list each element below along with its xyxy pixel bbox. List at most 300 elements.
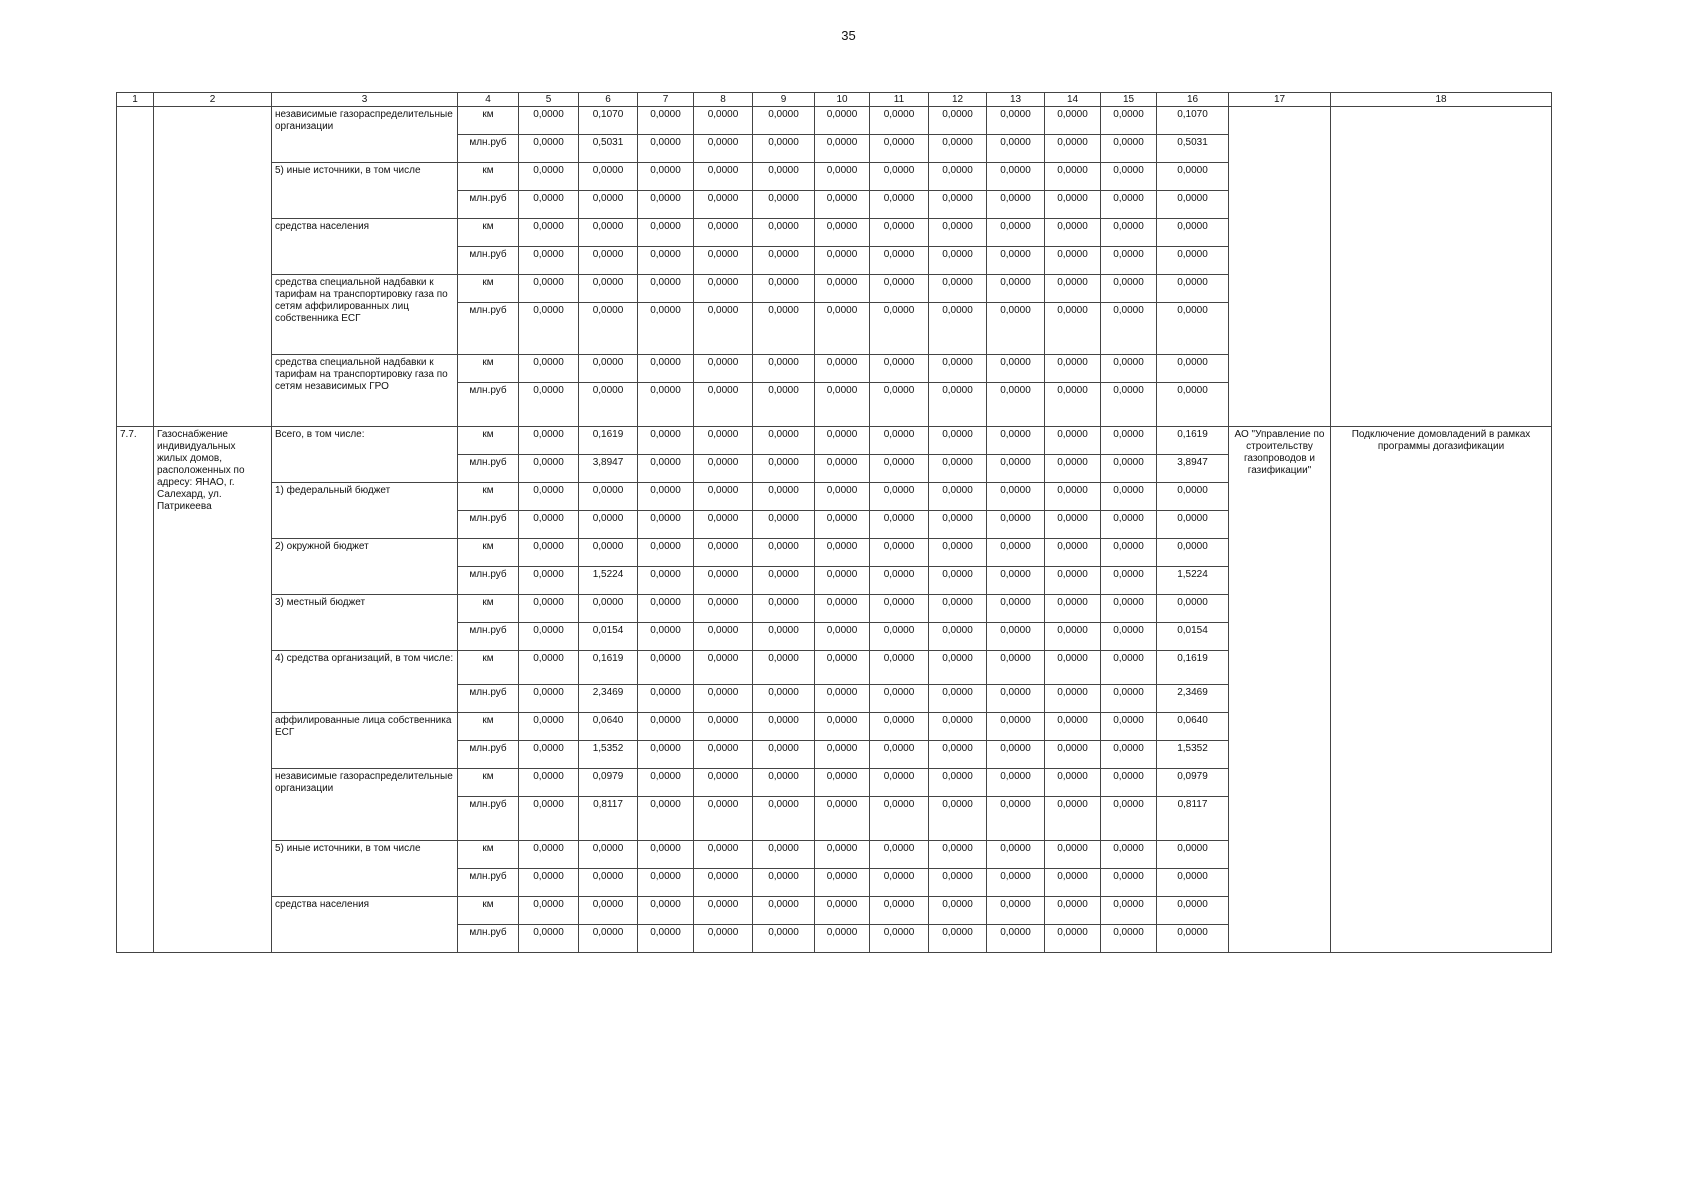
value-cell: 0,0000 — [1045, 925, 1101, 953]
value-cell: 0,0000 — [1045, 685, 1101, 713]
value-cell: 0,0000 — [1045, 651, 1101, 685]
value-cell: 0,0000 — [638, 713, 694, 741]
value-cell: 0,0000 — [1101, 275, 1157, 303]
value-cell: 0,0000 — [929, 355, 987, 383]
value-cell: 0,0000 — [638, 455, 694, 483]
unit-cell: км — [458, 163, 519, 191]
value-cell: 0,0000 — [579, 163, 638, 191]
value-cell: 0,0000 — [638, 303, 694, 355]
executor-cell: АО "Управление по строительству газопроводов и газификации" — [1229, 427, 1331, 953]
value-cell: 0,0000 — [638, 651, 694, 685]
value-cell: 0,0000 — [1045, 427, 1101, 455]
value-cell: 0,0000 — [1045, 623, 1101, 651]
value-cell: 0,0000 — [815, 163, 870, 191]
value-cell: 0,0000 — [929, 897, 987, 925]
value-cell: 0,0000 — [638, 567, 694, 595]
value-cell: 0,0000 — [753, 841, 815, 869]
value-cell: 0,0000 — [815, 713, 870, 741]
value-cell: 0,0000 — [870, 713, 929, 741]
value-cell: 0,0000 — [929, 741, 987, 769]
unit-cell: км — [458, 355, 519, 383]
value-cell: 0,0000 — [815, 107, 870, 135]
value-cell: 0,0000 — [638, 483, 694, 511]
value-cell: 0,0000 — [1101, 623, 1157, 651]
funding-source-label: средства населения — [272, 897, 458, 953]
value-cell: 0,1070 — [579, 107, 638, 135]
column-header: 4 — [458, 93, 519, 107]
value-cell: 0,0000 — [1157, 483, 1229, 511]
value-cell: 0,0000 — [815, 303, 870, 355]
column-header: 18 — [1331, 93, 1552, 107]
value-cell: 0,0000 — [1157, 925, 1229, 953]
unit-cell: км — [458, 651, 519, 685]
value-cell: 0,0000 — [987, 897, 1045, 925]
value-cell: 0,0000 — [987, 567, 1045, 595]
unit-cell: км — [458, 713, 519, 741]
value-cell: 0,0000 — [987, 511, 1045, 539]
value-cell: 0,0000 — [815, 355, 870, 383]
value-cell: 0,0000 — [638, 275, 694, 303]
value-cell: 0,0000 — [519, 191, 579, 219]
column-header: 6 — [579, 93, 638, 107]
value-cell: 0,0000 — [1101, 107, 1157, 135]
value-cell: 0,0000 — [753, 713, 815, 741]
value-cell: 0,0000 — [1157, 247, 1229, 275]
value-cell: 0,0000 — [1045, 595, 1101, 623]
value-cell: 0,0000 — [1101, 797, 1157, 841]
value-cell: 0,0000 — [694, 163, 753, 191]
value-cell: 0,0000 — [987, 191, 1045, 219]
value-cell: 0,0000 — [694, 135, 753, 163]
unit-cell: млн.руб — [458, 383, 519, 427]
value-cell: 0,0000 — [753, 539, 815, 567]
value-cell: 0,0000 — [1045, 163, 1101, 191]
value-cell: 0,0000 — [638, 191, 694, 219]
value-cell: 0,1070 — [1157, 107, 1229, 135]
value-cell: 0,0000 — [694, 769, 753, 797]
value-cell: 0,0000 — [987, 651, 1045, 685]
funding-source-label: 2) окружной бюджет — [272, 539, 458, 595]
value-cell: 0,0000 — [929, 623, 987, 651]
value-cell: 0,0000 — [519, 247, 579, 275]
value-cell: 0,0000 — [987, 741, 1045, 769]
value-cell: 0,0000 — [815, 135, 870, 163]
value-cell: 0,0000 — [1045, 769, 1101, 797]
value-cell: 0,0000 — [929, 713, 987, 741]
value-cell: 0,0000 — [987, 135, 1045, 163]
executor-cell — [1229, 107, 1331, 427]
value-cell: 0,0000 — [1045, 483, 1101, 511]
value-cell: 0,0000 — [987, 427, 1045, 455]
value-cell: 0,0000 — [929, 163, 987, 191]
value-cell: 0,0000 — [1101, 841, 1157, 869]
value-cell: 0,0000 — [638, 897, 694, 925]
value-cell: 0,0000 — [1101, 303, 1157, 355]
unit-cell: млн.руб — [458, 685, 519, 713]
unit-cell: км — [458, 841, 519, 869]
value-cell: 0,0000 — [815, 567, 870, 595]
value-cell: 0,0000 — [870, 107, 929, 135]
value-cell: 0,0000 — [870, 769, 929, 797]
table-row — [117, 427, 1552, 455]
value-cell: 0,0000 — [753, 355, 815, 383]
value-cell: 0,0979 — [1157, 769, 1229, 797]
value-cell: 0,0000 — [638, 427, 694, 455]
value-cell: 0,0000 — [753, 623, 815, 651]
value-cell: 0,0000 — [579, 897, 638, 925]
value-cell: 0,0000 — [638, 741, 694, 769]
value-cell: 0,0000 — [1101, 713, 1157, 741]
value-cell: 0,0000 — [1101, 191, 1157, 219]
value-cell: 0,0000 — [694, 219, 753, 247]
value-cell: 0,0000 — [753, 769, 815, 797]
value-cell: 0,0000 — [1045, 191, 1101, 219]
value-cell: 1,5352 — [1157, 741, 1229, 769]
value-cell: 0,0000 — [694, 455, 753, 483]
value-cell: 0,0000 — [1045, 567, 1101, 595]
value-cell: 0,0640 — [579, 713, 638, 741]
value-cell: 0,0000 — [815, 247, 870, 275]
value-cell: 0,0000 — [870, 897, 929, 925]
value-cell: 0,0000 — [579, 483, 638, 511]
value-cell: 0,0000 — [638, 925, 694, 953]
value-cell: 0,0000 — [870, 567, 929, 595]
value-cell: 0,0000 — [753, 651, 815, 685]
value-cell: 0,0000 — [753, 797, 815, 841]
value-cell: 0,0154 — [1157, 623, 1229, 651]
value-cell: 0,0000 — [987, 455, 1045, 483]
value-cell: 0,0000 — [579, 303, 638, 355]
value-cell: 0,0000 — [929, 595, 987, 623]
value-cell: 0,0000 — [519, 355, 579, 383]
column-header: 11 — [870, 93, 929, 107]
value-cell: 0,0000 — [1101, 567, 1157, 595]
value-cell: 0,0000 — [1101, 135, 1157, 163]
column-header: 15 — [1101, 93, 1157, 107]
item-number-cell — [117, 107, 154, 427]
value-cell: 0,0000 — [870, 869, 929, 897]
table-body — [117, 107, 1552, 953]
unit-cell: км — [458, 769, 519, 797]
unit-cell: км — [458, 483, 519, 511]
value-cell: 0,8117 — [579, 797, 638, 841]
note-cell: Подключение домовладений в рамках программы догазификации — [1331, 427, 1552, 953]
value-cell: 0,0000 — [1101, 741, 1157, 769]
value-cell: 0,0000 — [579, 841, 638, 869]
value-cell: 0,0000 — [987, 623, 1045, 651]
column-header: 17 — [1229, 93, 1331, 107]
value-cell: 2,3469 — [1157, 685, 1229, 713]
value-cell: 0,0000 — [870, 455, 929, 483]
value-cell: 0,0000 — [929, 135, 987, 163]
value-cell: 0,0000 — [638, 511, 694, 539]
value-cell: 0,0000 — [753, 191, 815, 219]
value-cell: 0,0000 — [1045, 539, 1101, 567]
value-cell: 0,0000 — [1045, 841, 1101, 869]
value-cell: 0,0000 — [987, 107, 1045, 135]
value-cell: 0,0000 — [1101, 247, 1157, 275]
value-cell: 0,0000 — [1157, 355, 1229, 383]
value-cell: 0,0000 — [753, 303, 815, 355]
investment-table — [116, 92, 1552, 953]
value-cell: 0,0000 — [815, 869, 870, 897]
value-cell: 0,0000 — [519, 769, 579, 797]
value-cell: 0,0000 — [1157, 897, 1229, 925]
value-cell: 0,0000 — [1157, 511, 1229, 539]
column-header: 8 — [694, 93, 753, 107]
value-cell: 0,0000 — [579, 383, 638, 427]
unit-cell: млн.руб — [458, 797, 519, 841]
value-cell: 0,0000 — [694, 191, 753, 219]
unit-cell: млн.руб — [458, 511, 519, 539]
value-cell: 0,0000 — [929, 383, 987, 427]
value-cell: 0,1619 — [1157, 651, 1229, 685]
value-cell: 0,0000 — [929, 219, 987, 247]
value-cell: 0,0000 — [519, 897, 579, 925]
value-cell: 0,0000 — [638, 623, 694, 651]
value-cell: 0,0000 — [1045, 797, 1101, 841]
funding-source-label: средства специальной надбавки к тарифам на транспортировку газа по сетям независимых ГРО — [272, 355, 458, 427]
value-cell: 0,0000 — [519, 275, 579, 303]
value-cell: 0,0000 — [638, 539, 694, 567]
value-cell: 0,0000 — [870, 247, 929, 275]
value-cell: 0,0000 — [1157, 869, 1229, 897]
funding-source-label: 5) иные источники, в том числе — [272, 841, 458, 897]
value-cell: 0,0000 — [987, 685, 1045, 713]
value-cell: 0,0000 — [929, 539, 987, 567]
value-cell: 0,0000 — [987, 769, 1045, 797]
value-cell: 0,0000 — [694, 897, 753, 925]
value-cell: 0,0000 — [929, 769, 987, 797]
value-cell: 0,0000 — [929, 455, 987, 483]
value-cell: 0,0000 — [1101, 651, 1157, 685]
value-cell: 0,0000 — [815, 455, 870, 483]
column-header: 2 — [154, 93, 272, 107]
value-cell: 0,0000 — [929, 247, 987, 275]
value-cell: 0,0000 — [1045, 135, 1101, 163]
funding-source-label: 1) федеральный бюджет — [272, 483, 458, 539]
value-cell: 0,0000 — [694, 383, 753, 427]
value-cell: 0,0979 — [579, 769, 638, 797]
value-cell: 0,0000 — [870, 797, 929, 841]
value-cell: 0,0000 — [753, 107, 815, 135]
value-cell: 0,5031 — [1157, 135, 1229, 163]
value-cell: 0,0000 — [1045, 869, 1101, 897]
value-cell: 0,0000 — [753, 427, 815, 455]
column-header: 7 — [638, 93, 694, 107]
table-header — [117, 93, 1552, 107]
value-cell: 0,0000 — [1045, 247, 1101, 275]
value-cell: 0,0000 — [870, 623, 929, 651]
value-cell: 0,0000 — [870, 219, 929, 247]
value-cell: 1,5224 — [1157, 567, 1229, 595]
value-cell: 0,0000 — [694, 539, 753, 567]
value-cell: 0,0000 — [694, 247, 753, 275]
value-cell: 0,0000 — [519, 741, 579, 769]
value-cell: 0,0000 — [987, 383, 1045, 427]
value-cell: 2,3469 — [579, 685, 638, 713]
unit-cell: млн.руб — [458, 567, 519, 595]
value-cell: 0,0000 — [519, 219, 579, 247]
value-cell: 0,0000 — [753, 897, 815, 925]
value-cell: 0,0000 — [929, 925, 987, 953]
value-cell: 0,0000 — [929, 427, 987, 455]
value-cell: 0,0000 — [1045, 741, 1101, 769]
value-cell: 0,0000 — [694, 841, 753, 869]
funding-source-label: Всего, в том числе: — [272, 427, 458, 483]
value-cell: 0,0000 — [638, 797, 694, 841]
value-cell: 0,0000 — [753, 455, 815, 483]
value-cell: 0,0000 — [638, 769, 694, 797]
value-cell: 0,0000 — [519, 713, 579, 741]
value-cell: 0,0000 — [753, 511, 815, 539]
value-cell: 0,0000 — [815, 623, 870, 651]
column-header: 3 — [272, 93, 458, 107]
value-cell: 0,0000 — [815, 219, 870, 247]
value-cell: 0,0000 — [694, 925, 753, 953]
value-cell: 0,0000 — [870, 741, 929, 769]
funding-source-label: 5) иные источники, в том числе — [272, 163, 458, 219]
value-cell: 0,0000 — [987, 713, 1045, 741]
value-cell: 0,0000 — [987, 595, 1045, 623]
value-cell: 0,0000 — [1101, 427, 1157, 455]
value-cell: 0,0000 — [815, 925, 870, 953]
value-cell: 0,0000 — [929, 797, 987, 841]
value-cell: 0,0000 — [987, 841, 1045, 869]
funding-source-label: независимые газораспределительные организации — [272, 769, 458, 841]
value-cell: 0,0000 — [519, 595, 579, 623]
page-number: 35 — [841, 28, 856, 43]
value-cell: 0,0000 — [579, 925, 638, 953]
value-cell: 0,0000 — [1045, 897, 1101, 925]
value-cell: 0,0000 — [815, 483, 870, 511]
funding-source-label: 3) местный бюджет — [272, 595, 458, 651]
value-cell: 0,0000 — [519, 925, 579, 953]
value-cell: 0,0000 — [815, 741, 870, 769]
value-cell: 0,0000 — [638, 841, 694, 869]
value-cell: 0,0000 — [694, 107, 753, 135]
value-cell: 0,0000 — [870, 595, 929, 623]
column-header: 13 — [987, 93, 1045, 107]
value-cell: 1,5352 — [579, 741, 638, 769]
note-cell — [1331, 107, 1552, 427]
value-cell: 0,0000 — [815, 651, 870, 685]
value-cell: 0,0000 — [987, 539, 1045, 567]
value-cell: 0,0000 — [694, 427, 753, 455]
value-cell: 1,5224 — [579, 567, 638, 595]
value-cell: 0,0000 — [579, 539, 638, 567]
value-cell: 0,0000 — [870, 163, 929, 191]
value-cell: 0,0000 — [694, 741, 753, 769]
unit-cell: км — [458, 219, 519, 247]
value-cell: 0,0000 — [519, 623, 579, 651]
value-cell: 0,0000 — [694, 511, 753, 539]
item-number: 7.7. — [117, 427, 154, 953]
value-cell: 0,0000 — [753, 163, 815, 191]
value-cell: 0,0000 — [638, 163, 694, 191]
value-cell: 0,0000 — [638, 135, 694, 163]
unit-cell: км — [458, 275, 519, 303]
value-cell: 0,0000 — [1101, 897, 1157, 925]
value-cell: 0,0000 — [987, 303, 1045, 355]
value-cell: 0,0000 — [1157, 163, 1229, 191]
value-cell: 0,0000 — [1045, 219, 1101, 247]
value-cell: 0,0000 — [694, 713, 753, 741]
value-cell: 0,0000 — [1101, 925, 1157, 953]
value-cell: 0,0000 — [579, 511, 638, 539]
value-cell: 0,0000 — [815, 595, 870, 623]
column-header: 1 — [117, 93, 154, 107]
value-cell: 0,0000 — [815, 427, 870, 455]
value-cell: 0,0000 — [929, 651, 987, 685]
value-cell: 0,1619 — [1157, 427, 1229, 455]
value-cell: 0,0000 — [987, 483, 1045, 511]
value-cell: 0,0000 — [519, 483, 579, 511]
value-cell: 0,0000 — [519, 651, 579, 685]
header-row — [117, 93, 1552, 107]
item-name: Газоснабжение индивидуальных жилых домов, расположенных по адресу: ЯНАО, г. Салехард, ул. Патрикеева — [154, 427, 272, 953]
value-cell: 0,0000 — [638, 219, 694, 247]
value-cell: 0,0000 — [638, 247, 694, 275]
unit-cell: км — [458, 897, 519, 925]
value-cell: 0,0000 — [1101, 483, 1157, 511]
value-cell: 0,0000 — [519, 511, 579, 539]
value-cell: 0,0000 — [1101, 511, 1157, 539]
unit-cell: млн.руб — [458, 191, 519, 219]
value-cell: 0,0000 — [815, 191, 870, 219]
unit-cell: млн.руб — [458, 455, 519, 483]
unit-cell: млн.руб — [458, 623, 519, 651]
value-cell: 0,0000 — [519, 841, 579, 869]
value-cell: 0,0000 — [519, 567, 579, 595]
value-cell: 0,0000 — [870, 511, 929, 539]
value-cell: 0,0000 — [929, 567, 987, 595]
value-cell: 0,0000 — [1157, 841, 1229, 869]
funding-source-label: независимые газораспределительные организации — [272, 107, 458, 163]
value-cell: 0,0000 — [815, 685, 870, 713]
value-cell: 0,0000 — [870, 303, 929, 355]
column-header: 9 — [753, 93, 815, 107]
unit-cell: млн.руб — [458, 741, 519, 769]
value-cell: 0,0000 — [1101, 685, 1157, 713]
value-cell: 0,0000 — [987, 219, 1045, 247]
value-cell: 0,0000 — [870, 135, 929, 163]
value-cell: 0,0000 — [694, 567, 753, 595]
value-cell: 0,0000 — [753, 135, 815, 163]
value-cell: 0,0000 — [815, 797, 870, 841]
value-cell: 0,0000 — [1101, 355, 1157, 383]
value-cell: 0,0000 — [987, 275, 1045, 303]
unit-cell: млн.руб — [458, 925, 519, 953]
value-cell: 0,5031 — [579, 135, 638, 163]
value-cell: 0,0000 — [638, 107, 694, 135]
value-cell: 0,0000 — [753, 219, 815, 247]
value-cell: 0,0000 — [519, 383, 579, 427]
column-header: 14 — [1045, 93, 1101, 107]
value-cell: 0,0000 — [638, 355, 694, 383]
value-cell: 0,0000 — [929, 685, 987, 713]
value-cell: 0,0000 — [987, 163, 1045, 191]
value-cell: 0,0000 — [753, 925, 815, 953]
value-cell: 0,0000 — [638, 383, 694, 427]
value-cell: 0,0000 — [1157, 275, 1229, 303]
value-cell: 0,0000 — [694, 651, 753, 685]
value-cell: 0,1619 — [579, 651, 638, 685]
value-cell: 0,0000 — [519, 685, 579, 713]
value-cell: 0,0000 — [1045, 713, 1101, 741]
unit-cell: км — [458, 595, 519, 623]
value-cell: 0,0000 — [815, 511, 870, 539]
